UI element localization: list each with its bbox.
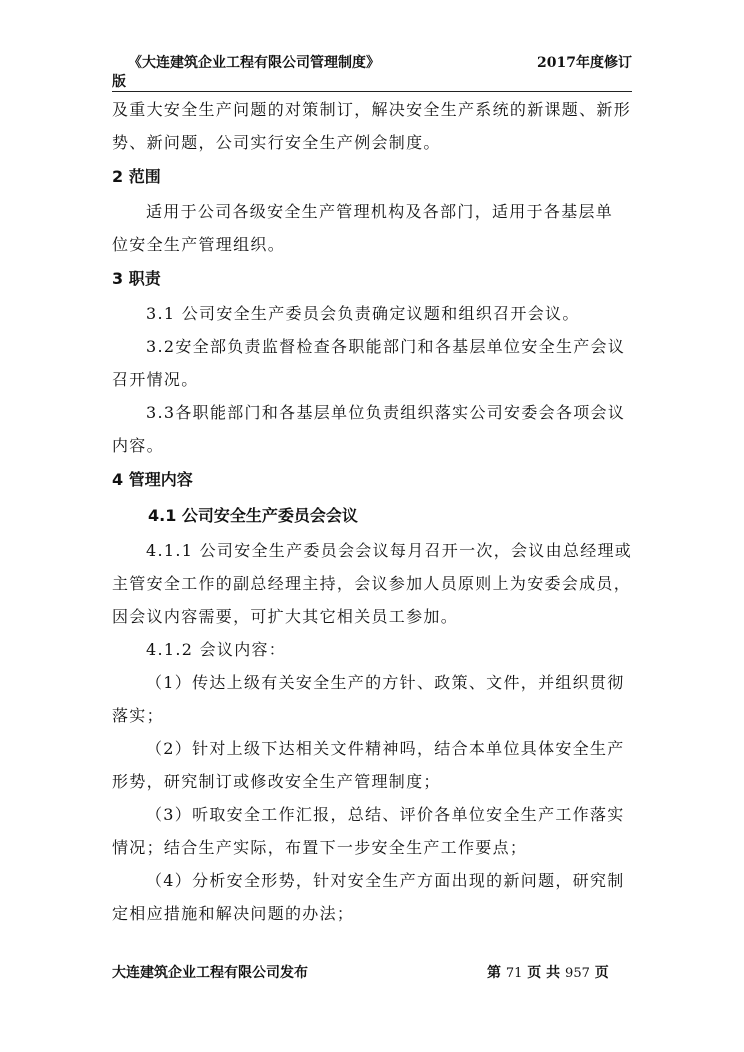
footer-page-total: 957 (565, 966, 590, 981)
list-item-4-line-2: 定相应措施和解决问题的办法； (112, 904, 355, 923)
list-item-3-line-1: （3）听取安全工作汇报，总结、评价各单位安全生产工作落实 (146, 805, 625, 824)
clause-4-1-2: 4.1.2 会议内容： (146, 640, 287, 659)
footer-page-info (487, 962, 609, 982)
duty-3-3-line-2: 内容。 (112, 436, 164, 455)
scope-line-1: 适用于公司各级安全生产管理机构及各部门，适用于各基层单 (146, 202, 614, 221)
list-item-2-line-1: （2）针对上级下达相关文件精神吗，结合本单位具体安全生产 (146, 739, 625, 758)
footer-page-number: 71 (505, 966, 523, 981)
header-rule (112, 91, 632, 92)
clause-4-1-1-line-1: 4.1.1 公司安全生产委员会会议每月召开一次，会议由总经理或 (146, 541, 633, 560)
duty-3-3-line-1: 3.3各职能部门和各基层单位负责组织落实公司安委会各项会议 (146, 403, 626, 422)
section-heading-scope: 2 范围 (112, 167, 161, 186)
duty-3-1: 3.1 公司安全生产委员会负责确定议题和组织召开会议。 (146, 304, 580, 323)
intro-line-1: 及重大安全生产问题的对策制订，解决安全生产系统的新课题、新形 (112, 100, 632, 119)
header-edition-tail: 版 (112, 74, 126, 90)
clause-4-1-1-line-3: 因会议内容需要，可扩大其它相关员工参加。 (112, 607, 459, 626)
duty-3-2-line-2: 召开情况。 (112, 370, 199, 389)
footer-page-mid: 页 共 (527, 965, 561, 981)
list-item-4-line-1: （4）分析安全形势，针对安全生产方面出现的新问题，研究制 (146, 871, 625, 890)
duty-3-2-line-1: 3.2安全部负责监督检查各职能部门和各基层单位安全生产会议 (146, 337, 626, 356)
scope-line-2: 位安全生产管理组织。 (112, 235, 286, 254)
list-item-1-line-2: 落实； (112, 706, 164, 725)
footer-page-prefix: 第 (487, 965, 501, 981)
intro-line-2: 势、新问题，公司实行安全生产例会制度。 (112, 133, 441, 152)
section-heading-duty: 3 职责 (112, 269, 161, 288)
list-item-2-line-2: 形势，研究制订或修改安全生产管理制度； (112, 772, 441, 791)
footer-page-suffix: 页 (594, 965, 609, 981)
list-item-1-line-1: （1）传达上级有关安全生产的方针、政策、文件，并组织贯彻 (146, 673, 625, 692)
subsection-heading-4-1: 4.1 公司安全生产委员会会议 (148, 506, 358, 525)
document-body (112, 93, 636, 930)
clause-4-1-1-line-2: 主管安全工作的副总经理主持，会议参加人员原则上为安委会成员， (112, 574, 632, 593)
header-title: 《大连建筑企业工程有限公司管理制度》 (128, 55, 380, 71)
section-heading-management: 4 管理内容 (112, 470, 193, 489)
footer-publisher: 大连建筑企业工程有限公司发布 (112, 965, 308, 981)
list-item-3-line-2: 情况；结合生产实际，布置下一步安全生产工作要点； (112, 838, 528, 857)
header-edition: 2017年度修订 (537, 55, 632, 71)
